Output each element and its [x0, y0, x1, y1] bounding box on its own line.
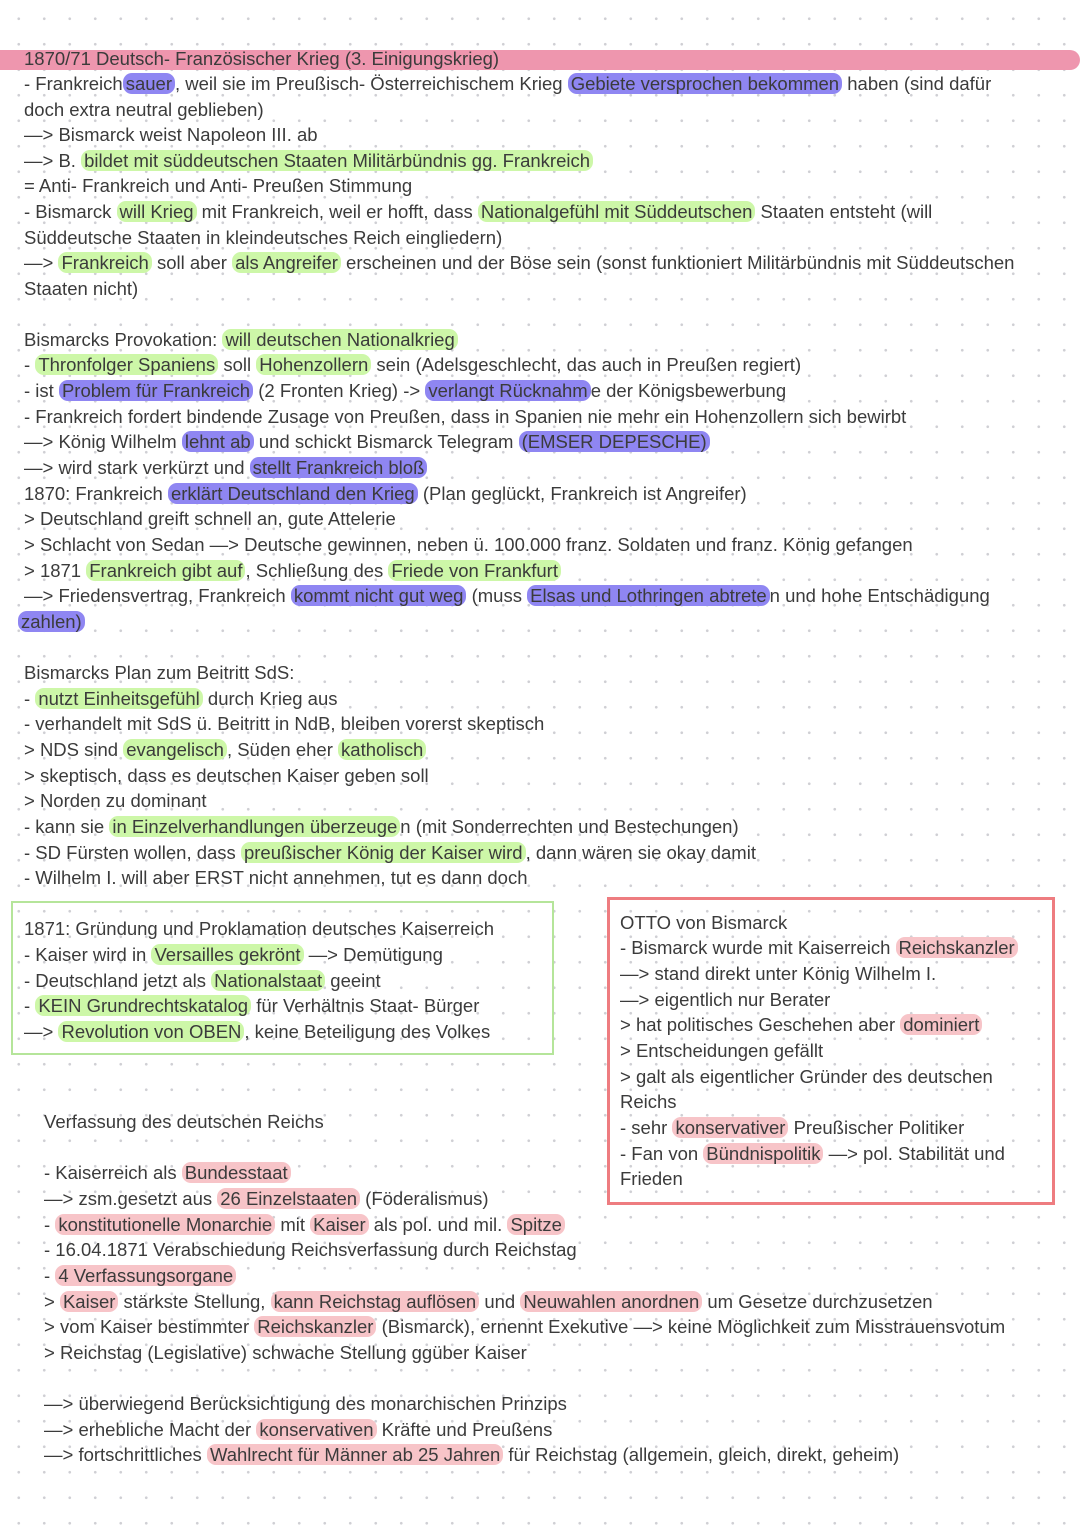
section-title-war: 1870/71 Deutsch- Französischer Krieg (3. Einigungskrieg) — [24, 48, 500, 69]
otto-line-2: —> stand direkt unter König Wilhelm I. — [620, 963, 937, 984]
founding-line-1: - Kaiser wird in Versailles gekrönt —> Demütigung — [24, 944, 443, 965]
constitution-line-4: - 16.04.1871 Verabschiedung Reichsverfassung durch Reichstag — [44, 1239, 577, 1260]
plan-line-7: - SD Fürsten wollen, dass preußischer König der Kaiser wird , dann wären sie okay damit — [24, 842, 756, 863]
constitution-line-9: —> überwiegend Berücksichtigung des monarchischen Prinzips — [44, 1393, 567, 1414]
provocation-line-4: —> König Wilhelm lehnt ab und schickt Bismarck Telegram (EMSER DEPESCHE) — [24, 430, 710, 454]
constitution-line-2: —> zsm.gesetzt aus 26 Einzelstaaten (Föderalismus) — [44, 1188, 489, 1209]
war-line-8: —> Frankreich soll aber als Angreifer erscheinen und der Böse sein (sonst funktioniert Militärbündnis mit Süddeutschen — [24, 252, 1015, 273]
otto-line-9: - Fan von Bündnispolitik —> pol. Stabilität und — [620, 1143, 1005, 1164]
plan-line-3: > NDS sind evangelisch , Süden eher katholisch — [24, 738, 426, 762]
plan-line-5: > Norden zu dominant — [24, 790, 207, 811]
constitution-line-5: - 4 Verfassungsorgane — [44, 1264, 236, 1288]
war-line-4: —> B. bildet mit süddeutschen Staaten Militärbündnis gg. Frankreich — [24, 149, 593, 173]
provocation-line-2: - ist Problem für Frankreich (2 Fronten Krieg) -> verlangt Rücknahm e der Königsbewerbung — [24, 380, 787, 401]
founding-line-3: - KEIN Grundrechtskatalog für Verhältnis Staat- Bürger — [24, 995, 480, 1016]
constitution-line-11: —> fortschrittliches Wahlrecht für Männer ab 25 Jahren für Reichstag (allgemein, gleich, direkt, geheim) — [44, 1444, 900, 1465]
war-line-1: - Frankreich sauer , weil sie im Preußisch- Österreichischem Krieg Gebiete versprochen bekommen haben (sind dafür — [24, 73, 992, 94]
constitution-line-8: > Reichstag (Legislative) schwache Stellung ggüber Kaiser — [44, 1342, 527, 1363]
constitution-line-3: - konstitutionelle Monarchie mit Kaiser als pol. und mil. Spitze — [44, 1213, 565, 1237]
provocation-line-8: > Schlacht von Sedan —> Deutsche gewinnen, neben ü. 100.000 franz. Soldaten und franz. König gefangen — [24, 534, 913, 555]
war-line-5: = Anti- Frankreich und Anti- Preußen Stimmung — [24, 175, 413, 196]
otto-line-4: > hat politisches Geschehen aber dominiert — [620, 1013, 982, 1037]
provocation-line-11: zahlen) — [18, 610, 85, 634]
provocation-line-9: > 1871 Frankreich gibt auf , Schließung des Friede von Frankfurt — [24, 559, 561, 583]
plan-line-8: - Wilhelm I. will aber ERST nicht annehmen, tut es dann doch — [24, 867, 528, 888]
plan-line-4: > skeptisch, dass es deutschen Kaiser geben soll — [24, 765, 429, 786]
otto-line-10: Frieden — [620, 1168, 683, 1189]
founding-line-4: —> Revolution von OBEN , keine Beteiligung des Volkes — [24, 1021, 491, 1042]
otto-line-1: - Bismarck wurde mit Kaiserreich Reichskanzler — [620, 936, 1018, 960]
war-line-9: Staaten nicht) — [24, 278, 139, 299]
otto-line-8: - sehr konservativer Preußischer Politiker — [620, 1117, 965, 1138]
war-line-2: doch extra neutral geblieben) — [24, 99, 264, 120]
otto-line-7: Reichs — [620, 1091, 677, 1112]
otto-heading: OTTO von Bismarck — [620, 912, 788, 933]
war-line-7: Süddeutsche Staaten in kleindeutsches Reich eingliedern) — [24, 227, 503, 248]
constitution-line-10: —> erhebliche Macht der konservativen Kräfte und Preußens — [44, 1419, 553, 1440]
constitution-line-7: > vom Kaiser bestimmter Reichskanzler (Bismarck), ernennt Exekutive —> keine Möglichkeit zum Misstrauensvotum — [44, 1316, 1006, 1337]
plan-line-2: - verhandelt mit SdS ü. Beitritt in NdB, bleiben vorerst skeptisch — [24, 713, 545, 734]
constitution-line-1: - Kaiserreich als Bundesstaat — [44, 1161, 291, 1185]
provocation-line-7: > Deutschland greift schnell an, gute Attelerie — [24, 508, 396, 529]
war-line-6: - Bismarck will Krieg mit Frankreich, weil er hofft, dass Nationalgefühl mit Süddeutschen Staaten entsteht (will — [24, 201, 933, 222]
founding-heading: 1871: Gründung und Proklamation deutsches Kaiserreich — [24, 918, 494, 939]
section-heading-constitution: Verfassung des deutschen Reichs — [44, 1111, 324, 1132]
plan-line-6: - kann sie in Einzelverhandlungen überzeuge n (mit Sonderrechten und Bestechungen) — [24, 816, 739, 837]
provocation-line-3: - Frankreich fordert bindende Zusage von Preußen, dass in Spanien nie mehr ein Hohenzollern sich bewirbt — [24, 406, 907, 427]
provocation-line-6: 1870: Frankreich erklärt Deutschland den Krieg (Plan geglückt, Frankreich ist Angreifer) — [24, 483, 747, 504]
section-heading-provocation: Bismarcks Provokation: will deutschen Nationalkrieg — [24, 328, 458, 352]
section-heading-plan: Bismarcks Plan zum Beitritt SdS: — [24, 662, 295, 683]
otto-line-3: —> eigentlich nur Berater — [620, 989, 831, 1010]
provocation-line-1: - Thronfolger Spaniens soll Hohenzollern sein (Adelsgeschlecht, das auch in Preußen regiert) — [24, 354, 802, 375]
war-line-3: —> Bismarck weist Napoleon III. ab — [24, 124, 318, 145]
constitution-line-6: > Kaiser stärkste Stellung, kann Reichstag auflösen und Neuwahlen anordnen um Gesetze durchzusetzen — [44, 1291, 933, 1312]
otto-line-6: > galt als eigentlicher Gründer des deutschen — [620, 1066, 993, 1087]
provocation-line-10: —> Friedensvertrag, Frankreich kommt nicht gut weg (muss Elsas und Lothringen abtrete n und hohe Entschädigung — [24, 585, 990, 606]
otto-line-5: > Entscheidungen gefällt — [620, 1040, 824, 1061]
provocation-line-5: —> wird stark verkürzt und stellt Frankreich bloß — [24, 456, 427, 480]
founding-line-2: - Deutschland jetzt als Nationalstaat geeint — [24, 970, 381, 991]
plan-line-1: - nutzt Einheitsgefühl durch Krieg aus — [24, 688, 338, 709]
